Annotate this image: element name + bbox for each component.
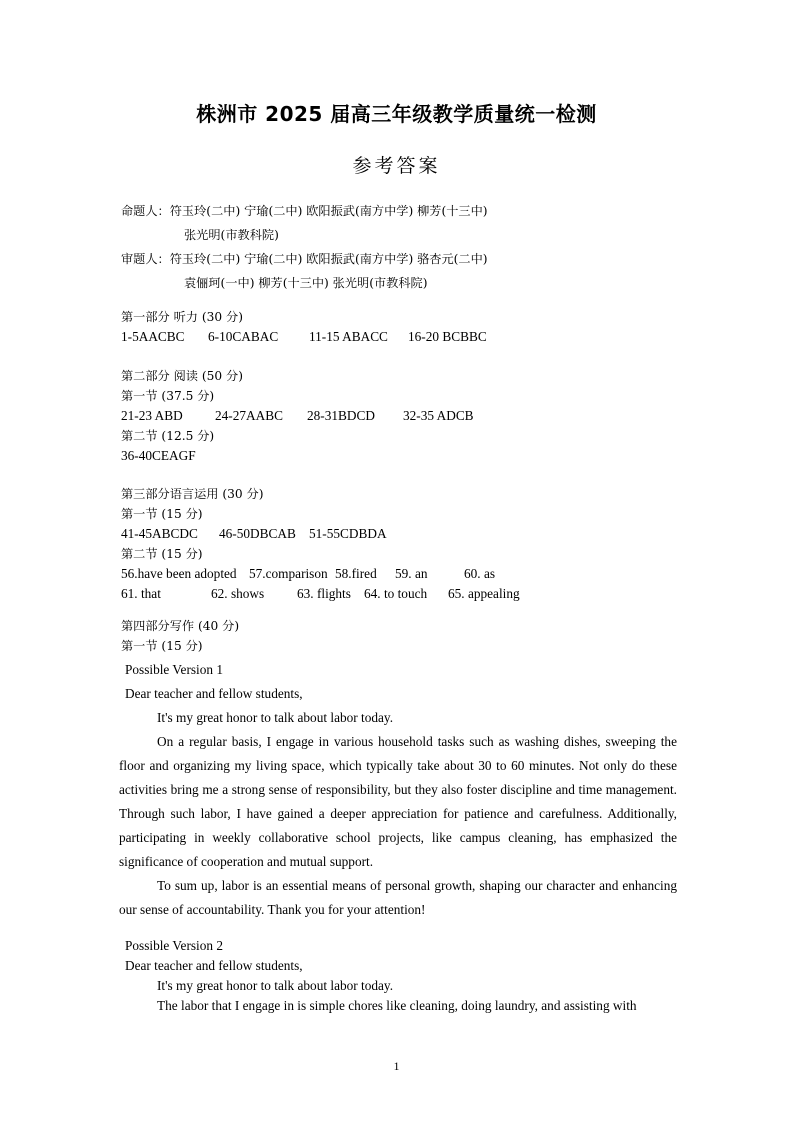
part2-answers1 xyxy=(121,408,474,424)
version2-intro: It's my great honor to talk about labor today. xyxy=(157,978,394,993)
answer-item: 59. an xyxy=(395,566,428,581)
part3-heading: 第三部分语言运用 (30 分) xyxy=(121,487,264,501)
proposer-label: 命题人： xyxy=(121,204,170,218)
version2-paragraph-1: The labor that I engage in is simple chores like cleaning, doing laundry, and assisting with xyxy=(157,998,637,1013)
answer-group: 16-20 BCBBC xyxy=(408,329,487,344)
document-title: 株洲市 2025 届高三年级教学质量统一检测 xyxy=(196,102,597,126)
version1-intro: It's my great honor to talk about labor today. xyxy=(157,710,394,725)
reviewer-line-1 xyxy=(121,251,488,267)
version1-label: Possible Version 1 xyxy=(125,662,224,677)
part3-row1 xyxy=(121,566,495,582)
part2-section2: 第二节 (12.5 分) xyxy=(121,429,215,443)
answer-group: 11-15 ABACC xyxy=(309,329,388,344)
answer-item: 60. as xyxy=(464,566,496,581)
answer-item: 61. that xyxy=(121,586,161,601)
part1-heading: 第一部分 听力 (30 分) xyxy=(121,310,243,324)
version2-label: Possible Version 2 xyxy=(125,938,224,953)
part3-section1: 第一节 (15 分) xyxy=(121,507,203,521)
part3-answers1 xyxy=(121,526,387,542)
part3-row2 xyxy=(121,586,520,602)
answer-item: 57.comparison xyxy=(249,566,328,581)
answer-group: 51-55CDBDA xyxy=(309,526,387,541)
answer-group: 46-50DBCAB xyxy=(219,526,296,541)
answer-group: 6-10CABAC xyxy=(208,329,279,344)
part4-section1: 第一节 (15 分) xyxy=(121,639,203,653)
answer-group: 24-27AABC xyxy=(215,408,283,423)
page-number: 1 xyxy=(393,1059,400,1073)
answer-item: 58.fired xyxy=(335,566,377,581)
version1-paragraph-2: To sum up, labor is an essential means of personal growth, shaping our character and enhancing our sense of accountability. Thank you for your attention! xyxy=(119,878,677,917)
reviewer-label: 审题人： xyxy=(121,252,170,266)
proposer-names: 符玉玲(二中) 宁瑜(二中) 欧阳振武(南方中学) 柳芳(十三中) xyxy=(169,204,488,218)
part2-answers2: 36-40CEAGF xyxy=(121,448,196,463)
proposer-line-1 xyxy=(121,203,488,219)
part1-answers xyxy=(121,329,487,345)
answer-item: 63. flights xyxy=(297,586,351,601)
answer-group: 41-45ABCDC xyxy=(121,526,198,541)
answer-item: 56.have been adopted xyxy=(121,566,237,581)
part3-section2: 第二节 (15 分) xyxy=(121,547,203,561)
reviewer-names: 符玉玲(二中) 宁瑜(二中) 欧阳振武(南方中学) 骆杏元(二中) xyxy=(169,252,488,266)
version1-greeting: Dear teacher and fellow students, xyxy=(125,686,303,701)
answer-group: 1-5AACBC xyxy=(121,329,185,344)
reviewer-line-2: 袁俪珂(一中) 柳芳(十三中) 张光明(市教科院) xyxy=(184,276,428,290)
part2-section1: 第一节 (37.5 分) xyxy=(121,389,215,403)
part2-heading: 第二部分 阅读 (50 分) xyxy=(121,369,243,383)
part4-heading: 第四部分写作 (40 分) xyxy=(121,619,240,633)
answer-item: 65. appealing xyxy=(448,586,520,601)
answer-item: 64. to touch xyxy=(364,586,428,601)
answer-group: 32-35 ADCB xyxy=(403,408,474,423)
document-subtitle: 参考答案 xyxy=(352,155,441,177)
version1-paragraph-1: On a regular basis, I engage in various household tasks such as washing dishes, sweeping the floor and organizing my living space, which typically take about 30 to 60 minutes. Not only do these activities bring me a strong sense of responsibility, but they also foster discipline and time management. Through such labor, I have gained a deeper appreciation for patience and carefulness. Additionally, participating in weekly collaborative school projects, like campus cleaning, has emphasized the significance of cooperation and mutual support. xyxy=(119,734,677,869)
answer-item: 62. shows xyxy=(211,586,265,601)
proposer-line-2: 张光明(市教科院) xyxy=(184,228,279,242)
version2-greeting: Dear teacher and fellow students, xyxy=(125,958,303,973)
answer-group: 28-31BDCD xyxy=(307,408,375,423)
answer-group: 21-23 ABD xyxy=(121,408,183,423)
